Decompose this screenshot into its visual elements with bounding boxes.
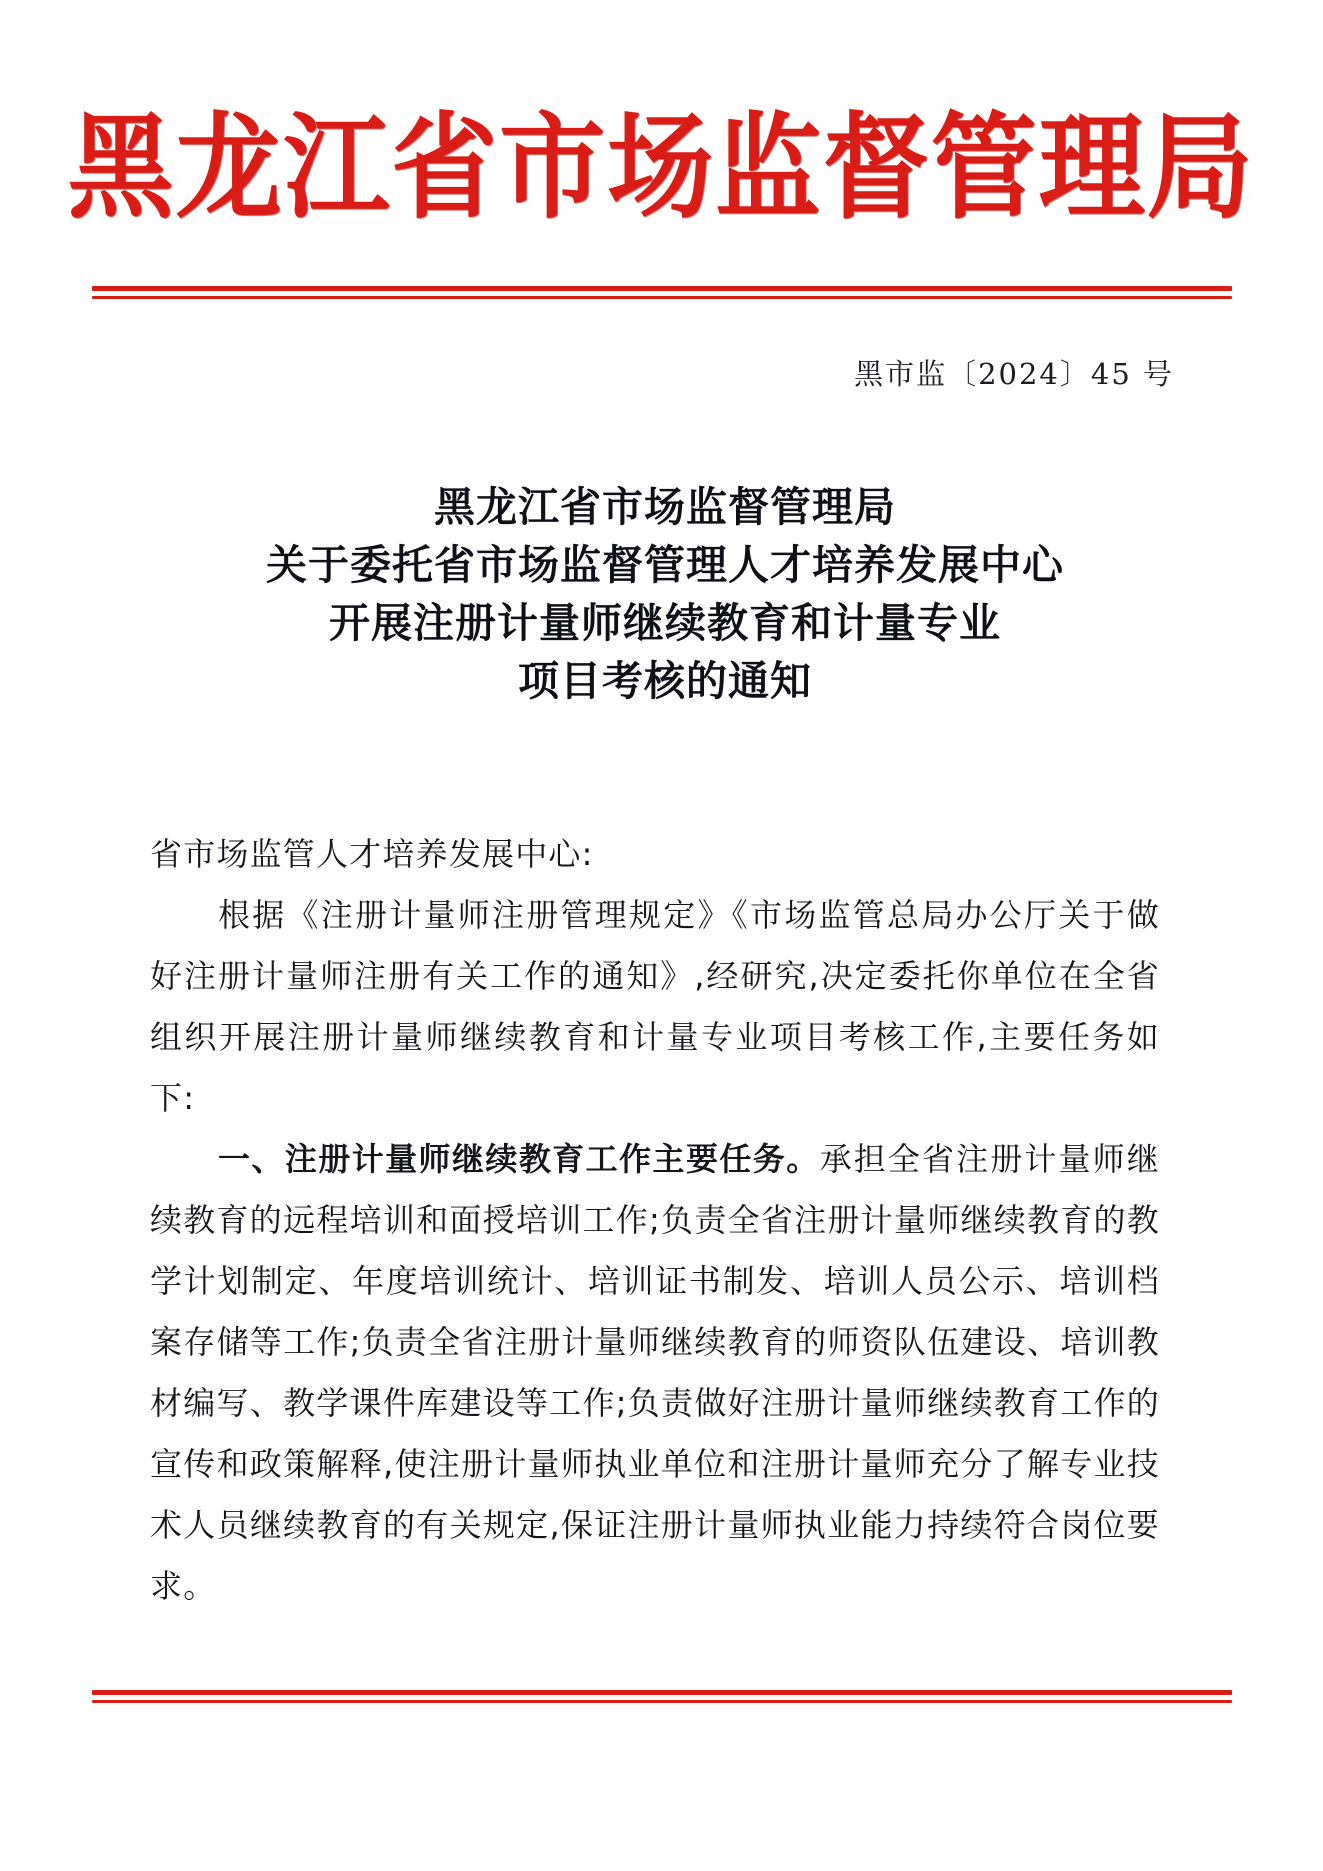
footer-rule-thin-bar: [92, 1700, 1232, 1703]
document-serial-number: 黑市监〔2024〕45 号: [854, 357, 1174, 391]
paragraph-task-one: [150, 1129, 1160, 1617]
title-line-3: 开展注册计量师继续教育和计量专业: [329, 599, 1001, 647]
title-line-2: 关于委托省市场监督管理人才培养发展中心: [266, 541, 1064, 589]
document-title-block: [120, 478, 1210, 710]
paragraph-task-one-heading: 一、注册计量师继续教育工作主要任务。: [218, 1140, 820, 1178]
document-body: [150, 824, 1160, 1617]
title-line-4: 项目考核的通知: [518, 657, 812, 705]
masthead-container: [0, 100, 1323, 234]
salutation-line: 省市场监管人才培养发展中心:: [150, 835, 594, 873]
footer-red-rule: [92, 1690, 1232, 1703]
issuing-authority-masthead: 黑龙江省市场监督管理局: [68, 100, 1255, 234]
title-line-1: 黑龙江省市场监督管理局: [434, 483, 896, 531]
paragraph-basis-text: 根据《注册计量师注册管理规定》《市场监管总局办公厅关于做好注册计量师注册有关工作的通知》,经研究,决定委托你单位在全省组织开展注册计量师继续教育和计量专业项目考核工作,主要任务如下:: [150, 896, 1160, 1117]
header-rule-thin-bar: [92, 296, 1232, 299]
header-red-rule: [92, 286, 1232, 299]
paragraph-basis: [150, 885, 1160, 1129]
paragraph-task-one-text: 承担全省注册计量师继续教育的远程培训和面授培训工作;负责全省注册计量师继续教育的教学计划制定、年度培训统计、培训证书制发、培训人员公示、培训档案存储等工作;负责全省注册计量师继续教育的师资队伍建设、培训教材编写、教学课件库建设等工作;负责做好注册计量师继续教育工作的宣传和政策解释,使注册计量师执业单位和注册计量师充分了解专业技术人员继续教育的有关规定,保证注册计量师执业能力持续符合岗位要求。: [150, 1140, 1160, 1605]
